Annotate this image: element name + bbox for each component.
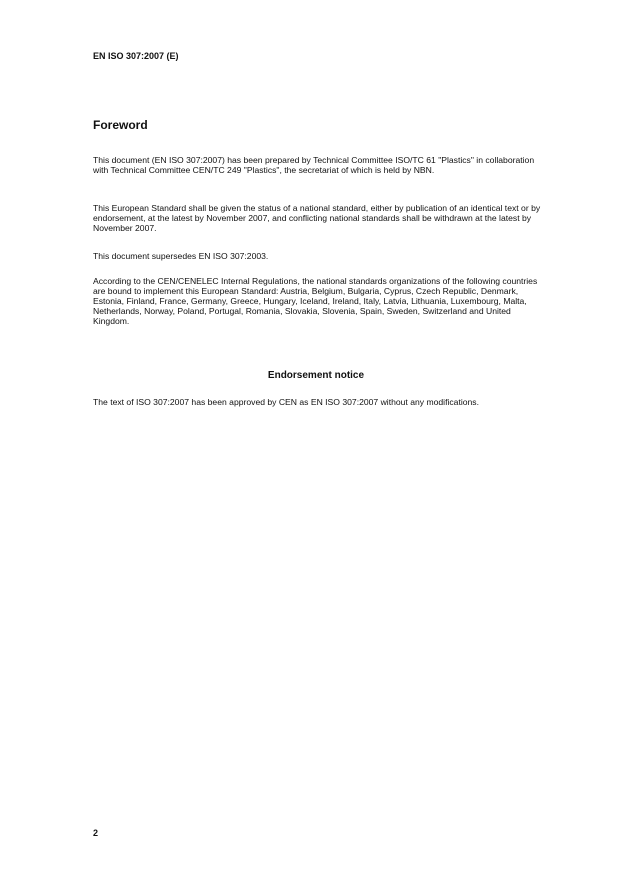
endorsement-notice-title: Endorsement notice (267, 370, 365, 381)
foreword-title: Foreword (93, 118, 148, 132)
foreword-paragraph: According to the CEN/CENELEC Internal Regulations, the national standards organizations of the following countries are bound to implement this European Standard: Austria, Belgium, Bulgaria, Cyprus, Czech Republic, Denmark, Estonia, Finland, France, Germany, Greece, Hungary, Iceland, Ireland, Italy, Latvia, Lithuania, Luxembourg, Malta, Netherlands, Norway, Poland, Portugal, Romania, Slovakia, Slovenia, Spain, Sweden, Switzerland and United Kingdom. (93, 276, 538, 327)
foreword-paragraph: This document supersedes EN ISO 307:2003. (93, 251, 269, 261)
page-number: 2 (93, 828, 99, 838)
foreword-paragraph: This document (EN ISO 307:2007) has been prepared by Technical Committee ISO/TC 61 "Plastics" in collaboration with Technical Committee CEN/TC 249 "Plastics", the secretariat of which is held by NBN. (93, 155, 535, 176)
foreword-paragraph: This European Standard shall be given the status of a national standard, either by publication of an identical text or by endorsement, at the latest by November 2007, and conflicting national standards shall be withdrawn at the latest by November 2007. (93, 203, 541, 234)
endorsement-notice-text: The text of ISO 307:2007 has been approved by CEN as EN ISO 307:2007 without any modifications. (93, 397, 479, 407)
document-header-id: EN ISO 307:2007 (E) (93, 51, 179, 61)
